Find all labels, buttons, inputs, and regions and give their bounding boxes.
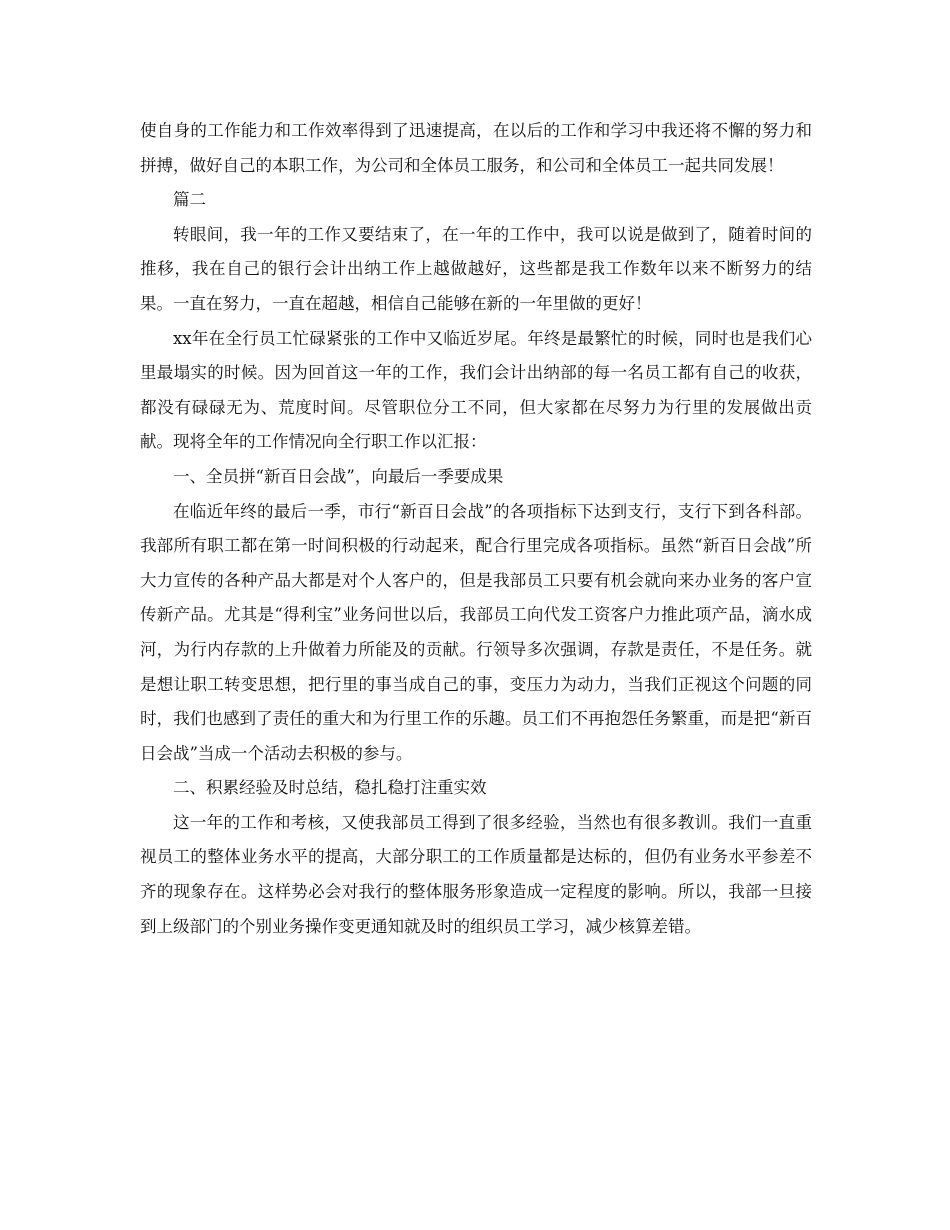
paragraph-section-two: 这一年的工作和考核，又使我部员工得到了很多经验，当然也有很多教训。我们一直重视员工的整体业务水平的提高，大部分职工的工作质量都是达标的，但仍有业务水平参差不齐的现象存在。这样势必会对我行的整体服务形象造成一定程度的影响。所以，我部一旦接到上级部门的个别业务操作变更通知就及时的组织员工学习，减少核算差错。 [140,812,812,936]
document-body [140,114,812,944]
paragraph-section-one: 在临近年终的最后一季，市行“新百日会战”的各项指标下达到支行，支行下到各科部。我部所有职工都在第一时间积极的行动起来，配合行里完成各项指标。虽然“新百日会战”所大力宣传的各种产品大都是对个人客户的，但是我部员工只要有机会就向来办业务的客户宣传新产品。尤其是“得利宝”业务问世以后，我部员工向代发工资客户力推此项产品，滴水成河，为行内存款的上升做着力所能及的贡献。行领导多次强调，存款是责任，不是任务。就是想让职工转变思想，把行里的事当成自己的事，变压力为动力，当我们正视这个问题的同时，我们也感到了责任的重大和为行里工作的乐趣。员工们不再抱怨任务繁重，而是把“新百日会战”当成一个活动去积极的参与。 [140,501,812,763]
paragraph-continuation: 使自身的工作能力和工作效率得到了迅速提高，在以后的工作和学习中我还将不懈的努力和拼搏，做好自己的本职工作，为公司和全体员工服务，和公司和全体员工一起共同发展！ [140,121,812,175]
heading-section-one: 一、全员拼“新百日会战”，向最后一季要成果 [173,466,504,486]
section-title-part-two: 篇二 [173,190,206,210]
heading-section-two: 二、积累经验及时总结，稳扎稳打注重实效 [173,778,487,798]
paragraph-year-summary: xx年在全行员工忙碌紧张的工作中又临近岁尾。年终是最繁忙的时候，同时也是我们心里最塌实的时候。因为回首这一年的工作，我们会计出纳部的每一名员工都有自己的收获，都没有碌碌无为、荒度时间。尽管职位分工不同，但大家都在尽努力为行里的发展做出贡献。现将全年的工作情况向全行职工作以汇报： [140,328,812,452]
paragraph-intro: 转眼间，我一年的工作又要结束了，在一年的工作中，我可以说是做到了，随着时间的推移，我在自己的银行会计出纳工作上越做越好，这些都是我工作数年以来不断努力的结果。一直在努力，一直在超越，相信自己能够在新的一年里做的更好！ [140,224,812,313]
